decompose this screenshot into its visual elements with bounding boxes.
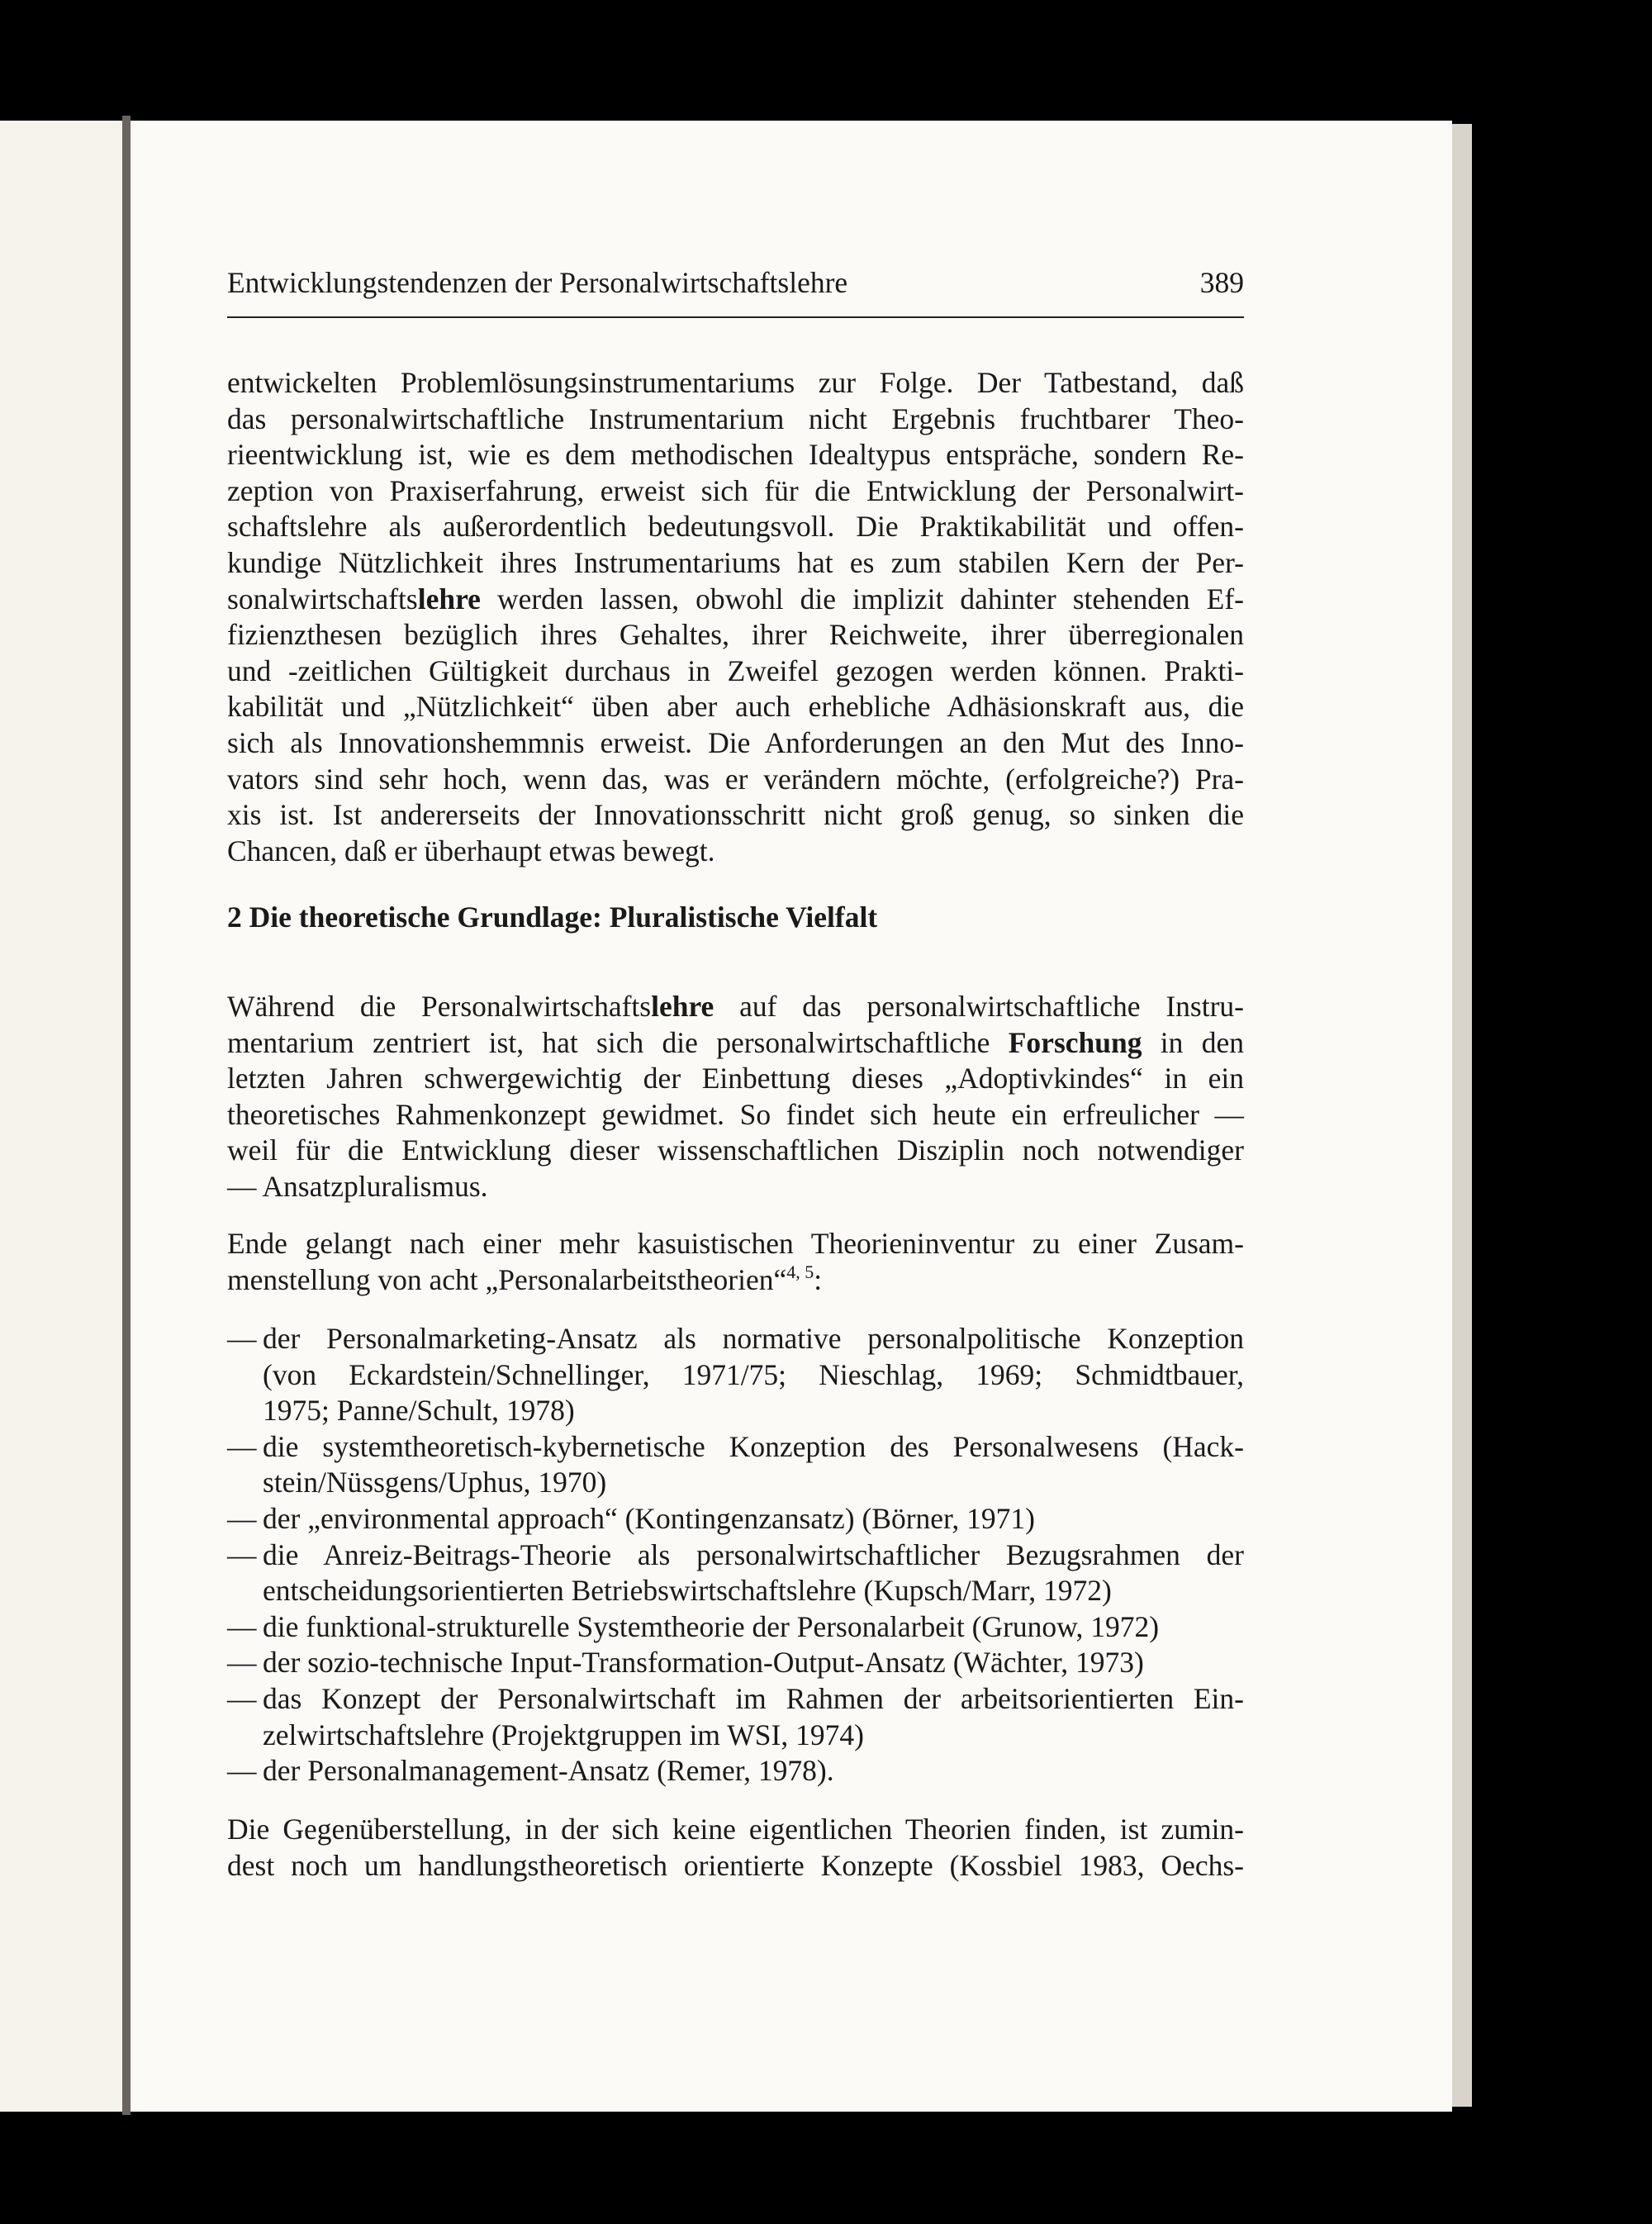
section-heading	[227, 900, 1244, 936]
text-line: der „environmental approach“ (Kontingenzansatz) (Börner, 1971)	[263, 1501, 1035, 1535]
text-line: 1975; Panne/Schult, 1978)	[263, 1394, 575, 1428]
paragraph-1	[227, 365, 1244, 869]
text-line: vators sind sehr hoch, wenn das, was er verändern möchte, (erfolgreiche?) Pra-	[227, 762, 1244, 796]
text-line	[227, 1262, 1244, 1299]
list-dash: —	[227, 1322, 257, 1355]
text-line: entwickelten Problemlösungsinstrumentariums zur Folge. Der Tatbestand, daß	[227, 366, 1244, 399]
text-segment: sonalwirtschafts	[227, 582, 418, 615]
text-segment: mentarium zentriert ist, hat sich die personalwirtschaftliche	[227, 1025, 1009, 1059]
text-line: sich als Innovationshemmnis erweist. Die Anforderungen an den Mut des Inno-	[227, 725, 1244, 759]
text-line: die Anreiz-Beitrags-Theorie als personalwirtschaftlicher Bezugsrahmen der	[263, 1537, 1244, 1571]
text-line: die funktional-strukturelle Systemtheorie der Personalarbeit (Grunow, 1972)	[263, 1609, 1160, 1643]
book-binding	[122, 116, 131, 2115]
list-item	[227, 1501, 1244, 1537]
list-dash: —	[227, 1609, 257, 1643]
list-item	[227, 1321, 1244, 1429]
text-line: stein/Nüssgens/Uphus, 1970)	[263, 1466, 607, 1499]
text-segment: werden lassen, obwohl die implizit dahinter stehenden Ef-	[480, 582, 1244, 615]
text-line: zeption von Praxiserfahrung, erweist sich für die Entwicklung der Personalwirt-	[227, 473, 1244, 507]
paragraph-3	[227, 1226, 1244, 1298]
theory-list	[227, 1321, 1244, 1789]
page-number: 389	[1199, 266, 1244, 299]
text-segment: :	[814, 1262, 823, 1296]
text-line: Ende gelangt nach einer mehr kasuistischen Theorieninventur zu einer Zusam-	[227, 1227, 1244, 1260]
list-dash: —	[227, 1429, 257, 1463]
text-line: kundige Nützlichkeit ihres Instrumentariums hat es zum stabilen Kern der Per-	[227, 545, 1244, 579]
text-line: das Konzept der Personalwirtschaft im Rahmen der arbeitsorientierten Ein-	[263, 1681, 1244, 1715]
text-line: kabilität und „Nützlichkeit“ üben aber auch erhebliche Adhäsionskraft aus, die	[227, 690, 1244, 724]
list-dash: —	[227, 1646, 257, 1680]
text-segment: in den	[1142, 1025, 1244, 1059]
text-line: der Personalmanagement-Ansatz (Remer, 1978).	[263, 1754, 834, 1788]
text-segment: auf das personalwirtschaftliche Instru-	[714, 990, 1244, 1023]
text-line: und -zeitlichen Gültigkeit durchaus in Zweifel gezogen werden können. Prakti-	[227, 653, 1244, 687]
text-segment: menstellung von acht „Personalarbeitstheorien“	[227, 1262, 787, 1296]
bold-text: Forschung	[1008, 1025, 1142, 1059]
text-line: entscheidungsorientierten Betriebswirtschaftslehre (Kupsch/Marr, 1972)	[263, 1574, 1112, 1608]
list-item	[227, 1609, 1244, 1646]
running-header	[227, 264, 1244, 301]
list-item	[227, 1681, 1244, 1753]
bold-text: lehre	[417, 582, 481, 615]
text-line: — Ansatzpluralismus.	[227, 1169, 488, 1203]
list-dash: —	[227, 1681, 257, 1715]
text-line: zelwirtschaftslehre (Projektgruppen im WSI, 1974)	[263, 1718, 864, 1751]
text-line	[227, 989, 1244, 1025]
text-line: rieentwicklung ist, wie es dem methodischen Idealtypus entspräche, sondern Re-	[227, 438, 1244, 472]
paragraph-2	[227, 989, 1244, 1205]
list-item	[227, 1645, 1244, 1681]
text-line: fizienzthesen bezüglich ihres Gehaltes, ihrer Reichweite, ihrer überregionalen	[227, 618, 1244, 652]
list-item	[227, 1537, 1244, 1609]
list-dash: —	[227, 1537, 257, 1571]
text-line: weil für die Entwicklung dieser wissenschaftlichen Disziplin noch notwendiger	[227, 1133, 1244, 1167]
list-item	[227, 1429, 1244, 1501]
bold-text: lehre	[651, 990, 714, 1023]
list-dash: —	[227, 1754, 257, 1788]
text-line: das personalwirtschaftliche Instrumentarium nicht Ergebnis fruchtbarer Theo-	[227, 402, 1244, 435]
text-line: der sozio-technische Input-Transformation-Output-Ansatz (Wächter, 1973)	[263, 1646, 1144, 1680]
paragraph-4	[227, 1812, 1244, 1884]
text-line: schaftslehre als außerordentlich bedeutungsvoll. Die Praktikabilität und offen-	[227, 510, 1244, 544]
page-edge	[1452, 124, 1472, 2107]
running-title: Entwicklungstendenzen der Personalwirtschaftslehre	[227, 266, 848, 299]
section-heading-text: 2 Die theoretische Grundlage: Pluralistische Vielfalt	[227, 901, 878, 934]
text-line: dest noch um handlungstheoretisch orientierte Konzepte (Kossbiel 1983, Oechs-	[227, 1848, 1244, 1882]
text-line: der Personalmarketing-Ansatz als normative personalpolitische Konzeption	[263, 1322, 1244, 1355]
text-line: Chancen, daß er überhaupt etwas bewegt.	[227, 834, 715, 867]
text-line: letzten Jahren schwergewichtig der Einbettung dieses „Adoptivkindes“ in ein	[227, 1062, 1244, 1095]
header-rule	[227, 316, 1244, 318]
facing-page-edge	[0, 121, 122, 2112]
text-line: (von Eckardstein/Schnellinger, 1971/75; Nieschlag, 1969; Schmidtbauer,	[263, 1357, 1244, 1391]
text-line: die systemtheoretisch-kybernetische Konzeption des Personalwesens (Hack-	[263, 1429, 1244, 1463]
text-line: Die Gegenüberstellung, in der sich keine eigentlichen Theorien finden, ist zumin-	[227, 1813, 1244, 1846]
text-line: theoretisches Rahmenkonzept gewidmet. So findet sich heute ein erfreulicher —	[227, 1097, 1244, 1131]
list-item	[227, 1753, 1244, 1789]
text-line	[227, 1025, 1244, 1062]
text-line: xis ist. Ist andererseits der Innovationsschritt nicht groß genug, so sinken die	[227, 798, 1244, 832]
text-line	[227, 582, 1244, 618]
footnote-reference: 4, 5	[786, 1261, 814, 1282]
list-dash: —	[227, 1501, 257, 1535]
text-segment: Während die Personalwirtschafts	[227, 990, 652, 1023]
